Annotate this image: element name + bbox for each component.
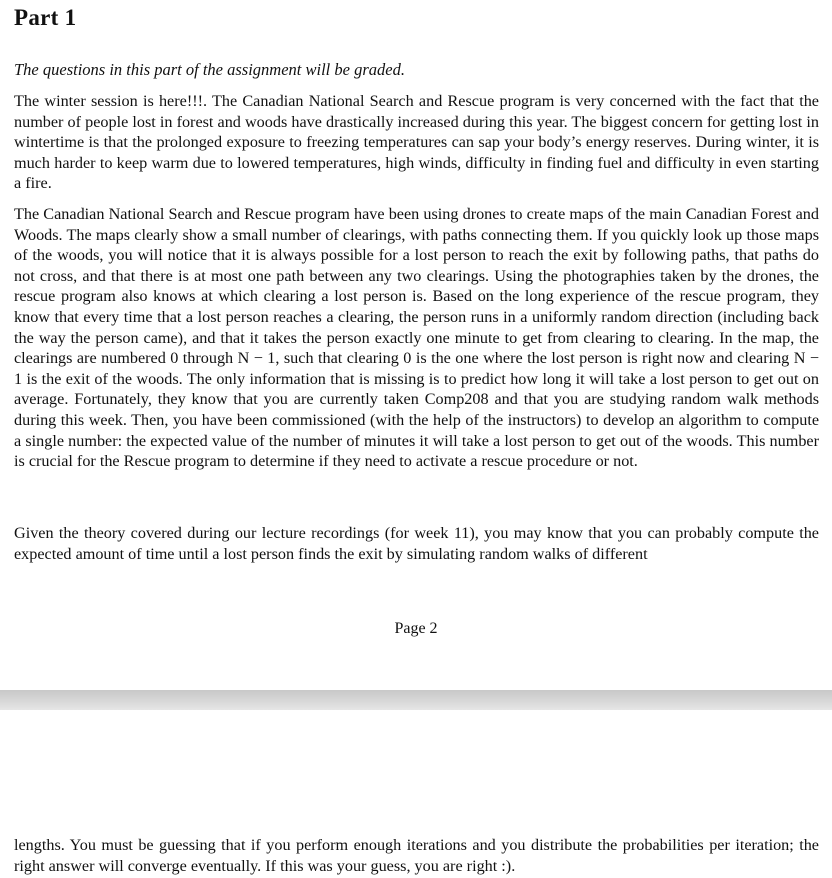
paragraph-drone-maps: The Canadian National Search and Rescue program have been using drones to create maps of the main Canadian Forest and Woods. The maps clearly show a small number of clearings, with paths connecting them. If you quickly look up those maps of the woods, you will notice that it is always possible for a lost person to reach the exit by following paths, that paths do not cross, and that there is at most one path between any two clearings. Using the photographies taken by the drones, the rescue program also knows at which clearing a lost person is. Based on the long experience of the rescue program, they know that every time that a lost person reaches a clearing, the person runs in a uniformly random direction (including back the way the person came), and that it takes the person exactly one minute to get from clearing to clearing. In the map, the clearings are numbered 0 through N − 1, such that clearing 0 is the one where the lost person is right now and clearing N − 1 is the exit of the woods. The only information that is missing is to predict how long it will take a lost person to get out on average. Fortunately, they know that you are currently taken Comp208 and that you are studying random walk methods during this week. Then, you have been commissioned (with the help of the instructors) to develop an algorithm to compute a single number: the expected value of the number of minutes it will take a lost person to get out of the woods. This number is crucial for the Rescue program to determine if they need to activate a rescue procedure or not. — [14, 205, 819, 471]
document-page-3 — [0, 710, 832, 878]
section-intro: The questions in this part of the assignment will be graded. — [14, 60, 405, 79]
page-number: Page 2 — [394, 620, 438, 637]
section-heading: Part 1 — [14, 5, 77, 30]
paragraph-winter-session: The winter session is here!!!. The Canadian National Search and Rescue program is very concerned with the fact that the number of people lost in forest and woods have drastically increased during this year. The biggest concern for getting lost in wintertime is that the prolonged exposure to freezing temperatures can sap your body’s energy reserves. During winter, it is much harder to keep warm due to lowered temperatures, high winds, difficulty in finding fuel and difficulty in even starting a fire. — [14, 92, 819, 193]
paragraph-random-walks: Given the theory covered during our lecture recordings (for week 11), you may know that you can probably compute the expected amount of time until a lost person finds the exit by simulating random walks of different — [14, 524, 819, 563]
paragraph-continuation: lengths. You must be guessing that if you perform enough iterations and you distribute the probabilities per iteration; the right answer will converge eventually. If this was your guess, you are right :). — [14, 836, 819, 875]
page-separator — [0, 690, 832, 710]
